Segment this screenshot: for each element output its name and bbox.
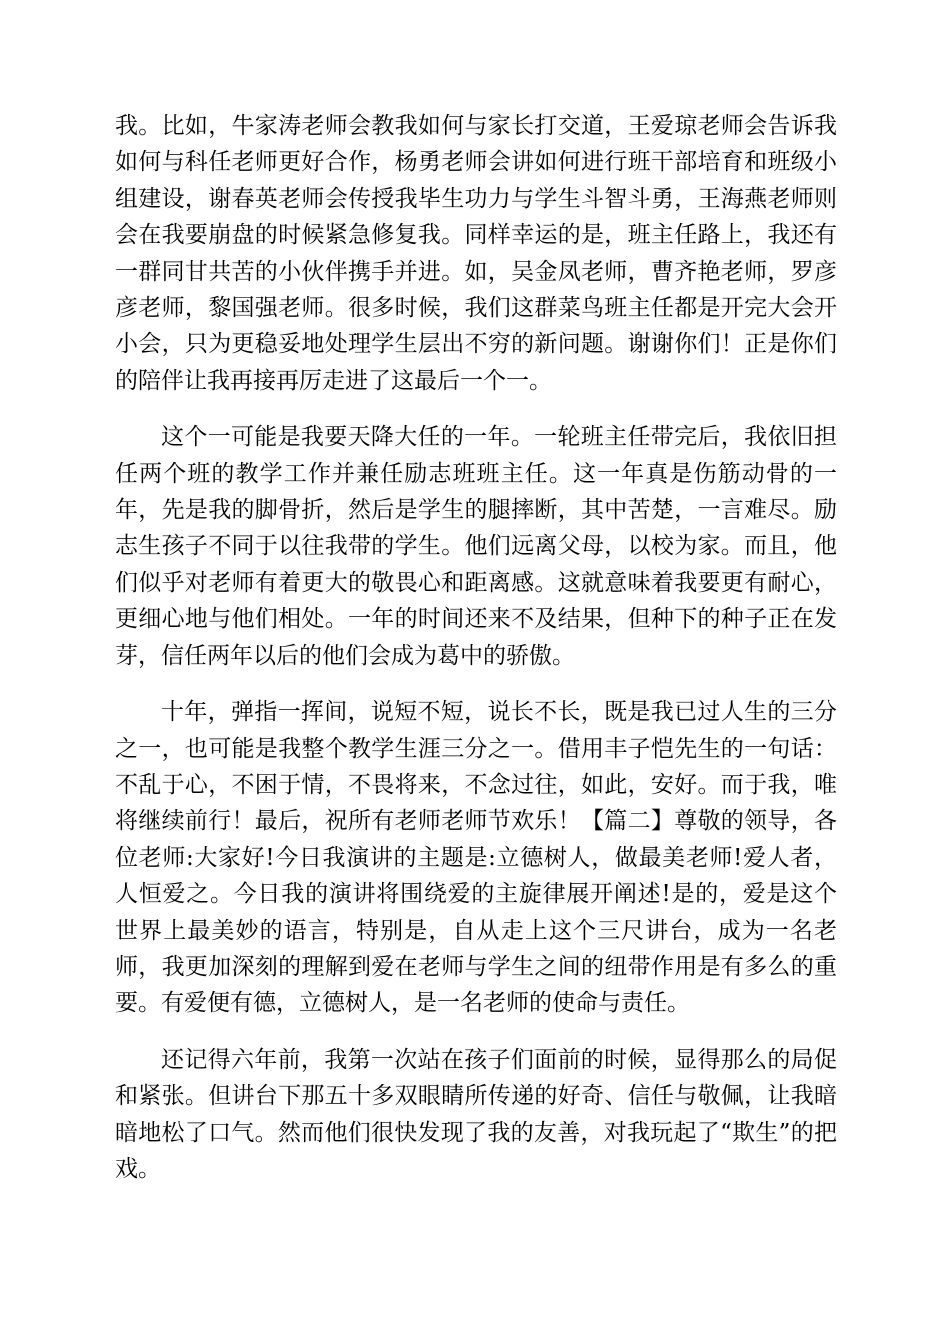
paragraph-3: 十年，弹指一挥间，说短不短，说长不长，既是我已过人生的三分之一，也可能是我整个教学生涯三分之一。借用丰子恺先生的一句话：不乱于心，不困于情，不畏将来，不念过往，如此，安好。而于我，唯将继续前行！最后，祝所有老师老师节欢乐！【篇二】尊敬的领导，各位老师:大家好!今日我演讲的主题是:立德树人，做最美老师!爱人者，人恒爱之。今日我的演讲将围绕爱的主旋律展开阐述!是的，爱是这个世界上最美妙的语言，特别是，自从走上这个三尺讲台，成为一名老师，我更加深刻的理解到爱在老师与学生之间的纽带作用是有多么的重要。有爱便有德，立德树人，是一名老师的使命与责任。 (115, 699, 837, 1017)
document-page (115, 108, 837, 1207)
paragraph-2: 这个一可能是我要天降大任的一年。一轮班主任带完后，我依旧担任两个班的教学工作并兼任励志班班主任。这一年真是伤筋动骨的一年，先是我的脚骨折，然后是学生的腿摔断，其中苦楚，一言难尽。励志生孩子不同于以往我带的学生。他们远离父母，以校为家。而且，他们似乎对老师有着更大的敬畏心和距离感。这就意味着我要更有耐心，更细心地与他们相处。一年的时间还来不及结果，但种下的种子正在发芽，信任两年以后的他们会成为葛中的骄傲。 (115, 424, 837, 669)
paragraph-1: 我。比如，牛家涛老师会教我如何与家长打交道，王爱琼老师会告诉我如何与科任老师更好合作，杨勇老师会讲如何进行班干部培育和班级小组建设，谢春英老师会传授我毕生功力与学生斗智斗勇，王海燕老师则会在我要崩盘的时候紧急修复我。同样幸运的是，班主任路上，我还有一群同甘共苦的小伙伴携手并进。如，吴金凤老师，曹齐艳老师，罗彦彦老师，黎国强老师。很多时候，我们这群菜鸟班主任都是开完大会开小会，只为更稳妥地处理学生层出不穷的新问题。谢谢你们！正是你们的陪伴让我再接再厉走进了这最后一个一。 (115, 113, 837, 394)
paragraph-4: 还记得六年前，我第一次站在孩子们面前的时候，显得那么的局促和紧张。但讲台下那五十多双眼睛所传递的好奇、信任与敬佩，让我暗暗地松了口气。然而他们很快发现了我的友善，对我玩起了“欺生”的把戏。 (115, 1046, 837, 1182)
